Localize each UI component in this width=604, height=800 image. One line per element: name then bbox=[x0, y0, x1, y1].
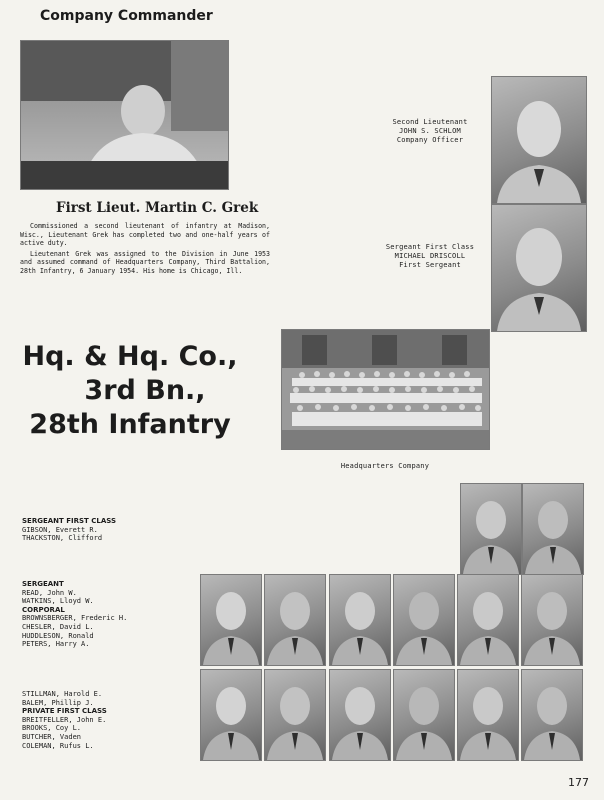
soldier-portrait-photo bbox=[522, 483, 584, 575]
commander-portrait-illustration bbox=[21, 41, 228, 189]
soldier-portrait-photo bbox=[329, 574, 391, 666]
roster-name: THACKSTON, Clifford bbox=[22, 534, 103, 543]
soldier-portrait-photo bbox=[200, 574, 262, 666]
soldier-portrait-photo bbox=[521, 574, 583, 666]
commander-bio-paragraph-1: Commissioned a second lieutenant of infantry at Madison, Wisc., Lieutenant Grek has completed two and one-half years of active duty. bbox=[20, 222, 270, 248]
soldier-portrait-photo bbox=[329, 669, 391, 761]
officer-photo-1 bbox=[491, 76, 587, 204]
roster-name: BROWNSBERGER, Frederic H. bbox=[22, 614, 128, 623]
roster-name: BUTCHER, Vaden bbox=[22, 732, 82, 741]
officer-2-name: MICHAEL DRISCOLL bbox=[394, 252, 466, 260]
soldier-portrait-photo bbox=[264, 574, 326, 666]
soldier-portrait-photo bbox=[264, 669, 326, 761]
roster-name: BROOKS, Coy L. bbox=[22, 724, 82, 733]
roster-name: STILLMAN, Harold E. bbox=[22, 690, 103, 698]
group-photo-caption: Headquarters Company bbox=[340, 462, 430, 470]
officer-2-role: First Sergeant bbox=[399, 261, 461, 269]
soldier-portrait-photo bbox=[393, 669, 455, 761]
roster-block bbox=[22, 517, 202, 543]
roster-name: WATKINS, Lloyd W. bbox=[22, 597, 94, 606]
roster-name: PETERS, Harry A. bbox=[22, 640, 90, 649]
section-header: Company Commander bbox=[40, 8, 213, 24]
commander-bio bbox=[20, 222, 270, 278]
roster-name: CHESLER, David L. bbox=[22, 622, 94, 631]
soldier-portrait-photo bbox=[521, 669, 583, 761]
unit-title bbox=[10, 340, 250, 442]
unit-title-line-3: 28th Infantry bbox=[29, 409, 231, 440]
rank-heading-sgt: SERGEANT bbox=[22, 580, 64, 588]
officer-photo-2 bbox=[491, 204, 587, 332]
officer-1-name: JOHN S. SCHLOM bbox=[399, 127, 461, 135]
officer-caption-2 bbox=[370, 243, 490, 270]
page-number: 177 bbox=[568, 776, 589, 789]
officer-2-portrait bbox=[492, 205, 586, 331]
roster-name: READ, John W. bbox=[22, 588, 77, 597]
officer-2-rank: Sergeant First Class bbox=[385, 243, 475, 251]
roster-name: BALEM, Phillip J. bbox=[22, 698, 94, 707]
unit-title-line-1: Hq. & Hq. Co., bbox=[22, 341, 238, 372]
roster-name: BREITFELLER, John E. bbox=[22, 715, 107, 724]
soldier-portrait-photo bbox=[457, 574, 519, 666]
group-photo bbox=[281, 329, 490, 450]
soldier-portrait-photo bbox=[457, 669, 519, 761]
rank-heading-cpl: CORPORAL bbox=[22, 605, 65, 614]
roster-block bbox=[22, 580, 202, 649]
rank-heading-pfc: PRIVATE FIRST CLASS bbox=[22, 707, 107, 716]
rank-heading-sfc: SERGEANT FIRST CLASS bbox=[22, 517, 117, 525]
commander-photo bbox=[20, 40, 229, 190]
soldier-portrait-photo bbox=[460, 483, 522, 575]
officer-1-role: Company Officer bbox=[396, 136, 464, 144]
group-photo-illustration bbox=[282, 330, 489, 449]
soldier-portrait-photo bbox=[393, 574, 455, 666]
officer-caption-1 bbox=[370, 118, 490, 145]
roster-name: HUDDLESON, Ronald bbox=[22, 631, 94, 640]
unit-title-line-2: 3rd Bn., bbox=[84, 375, 206, 406]
roster-name: COLEMAN, Rufus L. bbox=[22, 741, 94, 750]
commander-name: First Lieut. Martin C. Grek bbox=[56, 200, 259, 216]
roster-name: GIBSON, Everett R. bbox=[22, 525, 98, 534]
commander-bio-paragraph-2: Lieutenant Grek was assigned to the Division in June 1953 and assumed command of Headquarters Company, Third Battalion, 28th Infantry, 6 January 1954. His home is Chicago, Ill. bbox=[20, 249, 270, 275]
officer-1-rank: Second Lieutenant bbox=[392, 118, 468, 126]
roster-block bbox=[22, 690, 202, 750]
soldier-portrait-photo bbox=[200, 669, 262, 761]
officer-1-portrait bbox=[492, 77, 586, 203]
